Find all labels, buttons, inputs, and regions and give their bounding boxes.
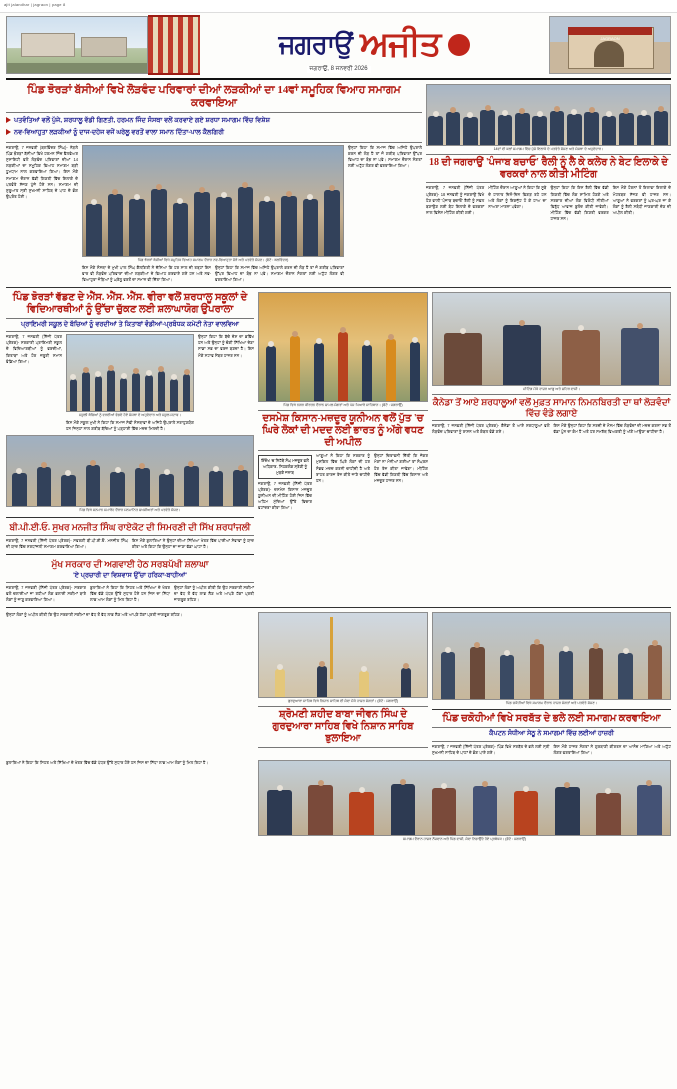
bottom-right-photo (432, 612, 671, 700)
top-right-col-2: ਮੀਟਿੰਗ ਦੌਰਾਨ ਆਗੂਆਂ ਨੇ ਕਿਹਾ ਕਿ ਸੂਬੇ ਦੇ ਹਾਲਾਤ ਦਿਨੋ-ਦਿਨ ਵਿਗੜ ਰਹੇ ਹਨ ਅਤੇ ਲੋਕਾਂ ਨੂੰ ਇਕਜੁੱਟ ਹੋ ਕੇ ਹਾਅ ਦਾ ਨਾਅਰਾ ਮਾਰਨਾ ਪਵੇਗਾ। (488, 185, 547, 209)
bpeo-headline: ਬੀ.ਪੀ.ਈ.ਓ. ਸੁਖਰ ਮਨਜੀਤ ਸਿੰਘ ਰਾਏਕੋਟ ਦੀ ਸਿਮਰਣੀ ਦੀ ਸਿੱਖ ਸ਼ਰਧਾਂਜਲੀ (9, 522, 251, 533)
mid-left-headline: ਪਿੰਡ ਝੋਰੜਾਂ ਵੱਡਣ ਦੇ ਐੱਸ. ਐੱਸ. ਐੱਸ. ਵੀਰਾ ਵਲੋਂ ਸ਼ਰਧਾਲੂ ਸਕੂਲਾਂ ਦੇ ਵਿਦਿਆਰਥੀਆਂ ਨੂੰ ਉੱਚਾ ਚੁੱਕਣ ਲਈ ਸ਼ਲਾਘਾਯੋਗ ਉਪਰਾਲਾ (12, 292, 248, 315)
mid-right (432, 292, 671, 603)
masthead (6, 15, 671, 75)
mid-right-caption: ਮੀਟਿੰਗ ਮੌਕੇ ਹਾਜ਼ਰ ਆਗੂ ਅਤੇ ਸ਼ਹਿਰ ਵਾਸੀ। (523, 387, 580, 392)
mid-left-col-2: ਇਸ ਮੌਕੇ ਸਕੂਲ ਮੁਖੀ ਨੇ ਕਿਹਾ ਕਿ ਸਮਾਜ ਸੇਵੀ ਸੰਸਥਾਵਾਂ ਦੇ ਅਜਿਹੇ ਉਪਰਾਲੇ ਸਰਾਹੁਣਯੋਗ ਹਨ ਜਿਨ੍ਹਾਂ ਨਾਲ ਗਰੀਬ ਬੱਚਿਆਂ ਨੂੰ ਪੜ੍ਹਾਈ ਵਿੱਚ ਮਦਦ ਮਿਲਦੀ ਹੈ। (66, 419, 194, 432)
mid-center (258, 292, 428, 603)
top-right-col-4: ਇਸ ਮੌਕੇ ਹੋਰਨਾਂ ਤੋਂ ਇਲਾਵਾ ਇਲਾਕੇ ਦੇ ਮੋਹਤਬਰ ਸੱਜਣ ਵੀ ਹਾਜ਼ਰ ਸਨ। ਆਗੂਆਂ ਨੇ ਵਰਕਰਾਂ ਨੂੰ ਘਰ-ਘਰ ਜਾ ਕੇ ਲੋਕਾਂ ਨੂੰ ਰੈਲੀ ਸਬੰਧੀ ਜਾਣਕਾਰੀ ਦੇਣ ਦੀ ਅਪੀਲ ਕੀਤੀ। (612, 185, 671, 215)
bottom-center-caption-1: ਗੁਰਦੁਆਰਾ ਸਾਹਿਬ ਵਿਖੇ ਨਿਸ਼ਾਨ ਸਾਹਿਬ ਦੀ ਸੇਵਾ ਮੌਕੇ ਹਾਜ਼ਰ ਸੰਗਤਾਂ। (ਫੋਟੋ : ਜਗਰਾਉਂ) (287, 699, 399, 704)
lead-bullet-1: ਪਤਵੰਤਿਆਂ ਵਲੋਂ ਪੁੱਜੇ, ਸ਼ਰਧਾਲੂ ਵੱਡੀ ਗਿਣਤੀ, ਹਰਮਨ ਜਿੰਦ ਸੰਸਥਾ ਵਲੋਂ ਕਰਵਾਏ ਗਏ ਸ਼ਰਧਾ ਸਮਾਗਮ ਵਿੱਚ ਵਿਸ਼ੇਸ਼ (6, 115, 422, 127)
masthead-center (200, 26, 549, 72)
bpeo-col-2: ਇਸ ਮੌਕੇ ਬੁਲਾਰਿਆਂ ਨੇ ਉਨ੍ਹਾਂ ਦੀਆਂ ਸਿੱਖਿਆ ਖੇਤਰ ਵਿੱਚ ਪਾਈਆਂ ਸੇਵਾਵਾਂ ਨੂੰ ਯਾਦ ਕੀਤਾ ਅਤੇ ਕਿਹਾ ਕਿ ਉਨ੍ਹਾਂ ਦਾ ਜਾਣਾ ਵੱਡਾ ਘਾਟਾ ਹੈ। (132, 537, 254, 549)
mid-center-photo (258, 292, 428, 402)
mid-left-photo-1 (66, 334, 194, 412)
top-strip-text: ajit jalandhar | jagraon | page 8 (4, 2, 66, 7)
lead-col-1: ਜਗਰਾਉਂ, 7 ਜਨਵਰੀ (ਬਲਵਿੰਦਰ ਸਿੰਘ)- ਨੇੜਲੇ ਪਿੰਡ ਝੋਰੜਾਂ ਬੱਸੀਆਂ ਵਿਖੇ ਹਰਮਨ ਜਿੰਦ ਵੈਲਫੇਅਰ ਸੁਸਾਇਟੀ ਵਲੋਂ ਲੋੜਵੰਦ ਪਰਿਵਾਰਾਂ ਦੀਆਂ 14 ਲੜਕੀਆਂ ਦਾ ਸਮੂਹਿਕ ਵਿਆਹ ਸਮਾਗਮ ਬੜੀ ਧੂਮਧਾਮ ਨਾਲ ਕਰਵਾਇਆ ਗਿਆ। ਇਸ ਮੌਕੇ ਸਮਾਗਮ ਦੌਰਾਨ ਵੱਡੀ ਗਿਣਤੀ ਵਿੱਚ ਇਲਾਕੇ ਦੇ ਪਤਵੰਤੇ ਸੱਜਣ ਪੁੱਜੇ ਹੋਏ ਸਨ। ਸਮਾਗਮ ਦੀ ਸ਼ੁਰੂਆਤ ਸ੍ਰੀ ਸੁਖਮਨੀ ਸਾਹਿਬ ਦੇ ਪਾਠ ਦੇ ਭੋਗ ਉਪਰੰਤ ਹੋਈ। (6, 144, 78, 199)
middle-band (6, 292, 671, 603)
lead-headline: ਪਿੰਡ ਝੋਰੜਾਂ ਬੱਸੀਆਂ ਵਿਖੇ ਲੋੜਵੰਦ ਪਰਿਵਾਰਾਂ ਦੀਆਂ ਲੜਕੀਆਂ ਦਾ 14ਵਾਂ ਸਮੂਹਿਕ ਵਿਆਹ ਸਮਾਗਮ ਕਰਵਾਇਆ (27, 84, 401, 109)
cm-col-2: ਬੁਲਾਰਿਆਂ ਨੇ ਕਿਹਾ ਕਿ ਸਿਹਤ ਅਤੇ ਸਿੱਖਿਆ ਦੇ ਖੇਤਰ ਵਿੱਚ ਵੱਡੇ ਪੱਧਰ ਉੱਤੇ ਸੁਧਾਰ ਹੋਏ ਹਨ ਜਿਸ ਦਾ ਸਿੱਧਾ ਲਾਭ ਆਮ ਲੋਕਾਂ ਨੂੰ ਮਿਲ ਰਿਹਾ ਹੈ। (90, 585, 170, 603)
union-inset: ਇੰਦੋਖ 'ਚ ਨਿਹੱਥੇ ਸੰਘ ਮਜ਼ਦੂਰ ਵਲੋਂ ਅਧਿਕਾਰ- ਨਿਹਕਲੰਕ ਸ਼੍ਰੇਣੀ ਨੂੰ ਮੁੜਕੇ ਜਨਾਬ (258, 455, 312, 478)
date-line: ਜਗਰਾਉਂ, 8 ਜਨਵਰੀ 2026 (306, 66, 370, 73)
masthead-left-photo (6, 16, 148, 74)
bottom-band (6, 612, 671, 755)
bottom-right-col-2: ਇਸ ਮੌਕੇ ਹਾਜ਼ਰ ਸੰਗਤਾਂ ਨੇ ਗੁਰਬਾਣੀ ਕੀਰਤਨ ਦਾ ਆਨੰਦ ਮਾਣਿਆ ਅਤੇ ਅਟੁੱਟ ਲੰਗਰ ਵਰਤਾਇਆ ਗਿਆ। (553, 743, 671, 755)
mid-left-col-3: ਉਨ੍ਹਾਂ ਕਿਹਾ ਕਿ ਬੱਚੇ ਦੇਸ਼ ਦਾ ਭਵਿੱਖ ਹਨ ਅਤੇ ਉਨ੍ਹਾਂ ਨੂੰ ਚੰਗੀ ਸਿੱਖਿਆ ਦੇਣਾ ਸਾਡਾ ਸਭ ਦਾ ਫਰਜ਼ ਬਣਦਾ ਹੈ। ਇਸ ਮੌਕੇ ਸਟਾਫ ਮੈਂਬਰ ਹਾਜ਼ਰ ਸਨ। (198, 334, 254, 358)
mid-right-photo (432, 292, 671, 386)
lead-section (6, 84, 671, 283)
bottom-wide-photo-caption: ਸਮਾਗਮ ਦੌਰਾਨ ਹਾਜ਼ਰ ਨੌਜਵਾਨ ਅਤੇ ਪਿੰਡ ਵਾਸੀ, ਸੇਵਾ ਨਿਭਾਉਂਦੇ ਹੋਏ ਪ੍ਰਬੰਧਕ। (ਫੋਟੋ : ਜਗਰਾਉਂ) (403, 836, 526, 841)
lead-bullet-2: ਨਵ-ਵਿਆਹੁਤਾ ਲੜਕੀਆਂ ਨੂੰ ਦਾਜ-ਦਹੇਜ ਵਜੋਂ ਘਰੇਲੂ ਵਰਤੋਂ ਵਾਲਾ ਸਮਾਨ ਦਿੱਤਾ-ਪਾਲ ਕੈਲਗਿਰੀ (6, 127, 422, 139)
bottom-photo-side-text: ਬੁਲਾਰਿਆਂ ਨੇ ਕਿਹਾ ਕਿ ਸਿਹਤ ਅਤੇ ਸਿੱਖਿਆ ਦੇ ਖੇਤਰ ਵਿੱਚ ਵੱਡੇ ਪੱਧਰ ਉੱਤੇ ਸੁਧਾਰ ਹੋਏ ਹਨ ਜਿਸ ਦਾ ਸਿੱਧਾ ਲਾਭ ਆਮ ਲੋਕਾਂ ਨੂੰ ਮਿਲ ਰਿਹਾ ਹੈ। (6, 759, 209, 765)
bpeo-col-1: ਜਗਰਾਉਂ, 7 ਜਨਵਰੀ (ਨਿੱਜੀ ਪੱਤਰ ਪ੍ਰੇਰਕ)- ਸਵਰਗੀ ਬੀ.ਪੀ.ਈ.ਓ. ਮਨਜੀਤ ਸਿੰਘ ਦੀ ਯਾਦ ਵਿੱਚ ਸ਼ਰਧਾਂਜਲੀ ਸਮਾਗਮ ਕਰਵਾਇਆ ਗਿਆ। (6, 537, 128, 549)
page-number-badge (448, 34, 470, 56)
union-col-2: ਆਗੂਆਂ ਨੇ ਕਿਹਾ ਕਿ ਸਰਕਾਰ ਨੂੰ ਮੁਸ਼ਕਿਲ ਵਿੱਚ ਘਿਰੇ ਲੋਕਾਂ ਦੀ ਹਰ ਸੰਭਵ ਮਦਦ ਕਰਨੀ ਚਾਹੀਦੀ ਹੈ ਅਤੇ ਰਾਹਤ ਕਾਰਜ ਤੇਜ਼ ਕੀਤੇ ਜਾਣੇ ਚਾਹੀਦੇ ਹਨ। (316, 453, 370, 483)
bottom-left-spacer (6, 612, 254, 755)
lead-photo-caption: ਪਿੰਡ ਝੋਰੜਾਂ ਬੱਸੀਆਂ ਵਿਖੇ ਸਮੂਹਿਕ ਵਿਆਹ ਸਮਾਗਮ ਦੌਰਾਨ ਨਵ-ਵਿਆਹੁਤਾ ਜੋੜੇ ਅਤੇ ਪਤਵੰਤੇ ਸੱਜਣ। (ਫੋਟੋ : ਬਲਵਿੰਦਰ) (137, 257, 289, 262)
bottom-center (258, 612, 428, 755)
union-col-3: ਉਨ੍ਹਾਂ ਚਿਤਾਵਨੀ ਦਿੱਤੀ ਕਿ ਜੇਕਰ ਮੰਗਾਂ ਨਾ ਮੰਨੀਆਂ ਗਈਆਂ ਤਾਂ ਸੰਘਰਸ਼ ਹੋਰ ਤੇਜ਼ ਕੀਤਾ ਜਾਵੇਗਾ। ਮੀਟਿੰਗ ਵਿੱਚ ਵੱਡੀ ਗਿਣਤੀ ਵਿੱਚ ਕਿਸਾਨ ਅਤੇ ਮਜ਼ਦੂਰ ਹਾਜ਼ਰ ਸਨ। (374, 453, 428, 483)
cm-col-1: ਜਗਰਾਉਂ, 7 ਜਨਵਰੀ (ਨਿੱਜੀ ਪੱਤਰ ਪ੍ਰੇਰਕ)- ਸਰਕਾਰ ਵਲੋਂ ਚਲਾਈਆਂ ਜਾ ਰਹੀਆਂ ਲੋਕ ਭਲਾਈ ਸਕੀਮਾਂ ਬਾਰੇ ਲੋਕਾਂ ਨੂੰ ਜਾਣੂ ਕਰਵਾਇਆ ਗਿਆ। (6, 585, 86, 603)
top-strip (0, 0, 677, 13)
footer-strip (0, 842, 677, 852)
union-col-1: ਜਗਰਾਉਂ, 7 ਜਨਵਰੀ (ਨਿੱਜੀ ਪੱਤਰ ਪ੍ਰੇਰਕ)- ਦਸਮੇਸ਼ ਕਿਸਾਨ ਮਜ਼ਦੂਰ ਯੂਨੀਅਨ ਦੀ ਮੀਟਿੰਗ ਹੋਈ ਜਿਸ ਵਿੱਚ ਅਹਿਮ ਮੁੱਦਿਆਂ ਉੱਤੇ ਵਿਚਾਰ ਵਟਾਂਦਰਾ ਕੀਤਾ ਗਿਆ। (258, 480, 312, 511)
cm-subhead: 'ਏ ਪ੍ਰਚਾਰੀ ਦਾ ਵਿਸ਼ਵਾਸ ਉੱਚਾ ਹਰਿਕਾ-ਬਾਹੀਆਂ' (73, 571, 187, 579)
top-right-headline: 18 ਦੀ ਜਗਰਾਉਂ 'ਪੰਜਾਬ ਬਚਾਓ' ਰੈਲੀ ਨੂੰ ਲੈ ਕੇ ਕਲੇਰ ਨੇ ਬੇਟ ਇਲਾਕੇ ਦੇ ਵਰਕਰਾਂ ਨਾਲ ਕੀਤੀ ਮੀਟਿੰਗ (428, 156, 669, 180)
lead-left (6, 84, 422, 283)
top-right-col-3: ਉਨ੍ਹਾਂ ਕਿਹਾ ਕਿ ਇਸ ਰੈਲੀ ਵਿੱਚ ਵੱਡੀ ਗਿਣਤੀ ਵਿੱਚ ਲੋਕ ਸ਼ਾਮਿਲ ਹੋਣਗੇ ਅਤੇ ਸਰਕਾਰ ਦੀਆਂ ਲੋਕ ਵਿਰੋਧੀ ਨੀਤੀਆਂ ਵਿਰੁੱਧ ਆਵਾਜ਼ ਬੁਲੰਦ ਕੀਤੀ ਜਾਵੇਗੀ। ਮੀਟਿੰਗ ਵਿੱਚ ਵੱਡੀ ਗਿਣਤੀ ਵਰਕਰ ਹਾਜ਼ਰ ਸਨ। (550, 185, 609, 222)
mid-left (6, 292, 254, 603)
bottom-center-headline: ਸ਼੍ਰੋਮਣੀ ਸ਼ਹੀਦ ਬਾਬਾ ਜੀਵਨ ਸਿੰਘ ਦੇ ਗੁਰਦੁਆਰਾ ਸਾਹਿਬ ਵਿਖੇ ਨਿਸ਼ਾਨ ਸਾਹਿਬ ਝੁਲਾਇਆ (272, 709, 414, 744)
top-right-photo-caption: 14ਵਾਂ ਵੀ ਕਲਾਂ ਸਮਾਗਮ ਵਿੱਚ ਪੁੱਜੇ ਇਲਾਕੇ ਦੇ ਪਤਵੰਤੇ ਸੱਜਣ ਅਤੇ ਸੰਸਥਾ ਦੇ ਅਹੁਦੇਦਾਰ। (493, 147, 604, 151)
lead-photo (82, 145, 344, 257)
mid-left-photo-2 (6, 435, 254, 507)
bottom-right-col-1: ਜਗਰਾਉਂ, 7 ਜਨਵਰੀ (ਨਿੱਜੀ ਪੱਤਰ ਪ੍ਰੇਰਕ)- ਪਿੰਡ ਵਿਖੇ ਸਰਬੱਤ ਦੇ ਭਲੇ ਲਈ ਸ੍ਰੀ ਸੁਖਮਨੀ ਸਾਹਿਬ ਦੇ ਪਾਠਾਂ ਦੇ ਭੋਗ ਪਾਏ ਗਏ। (432, 743, 550, 755)
bottom-right-headline: ਪਿੰਡ ਚਕੋਹੀਆਂ ਵਿਖੇ ਸਰਬੱਤ ਦੇ ਭਲੇ ਲਈ ਸਮਾਗਮ ਕਰਵਾਇਆ (442, 713, 661, 725)
divider-1 (6, 287, 671, 288)
cm-headline: ਮੁੱਖ ਸਰਕਾਰ ਦੀ ਅਗਵਾਈ ਹੇਠ ਸਰਬਪੱਖੀ ਸ਼ਲਾਘਾ (51, 558, 209, 569)
paper-name: ਅਜੀਤ (360, 26, 441, 63)
divider-2 (6, 607, 671, 608)
masthead-photo-label: JAGRAON (600, 36, 620, 41)
mid-left-caption-2: ਪਿੰਡ ਵਿਖੇ ਸਨਮਾਨ ਸਮਾਰੋਹ ਦੌਰਾਨ ਸਨਮਾਨਿਤ ਸ਼ਖਸੀਅਤਾਂ ਅਤੇ ਪਤਵੰਤੇ ਸੱਜਣ। (79, 508, 181, 513)
mid-left-subhead: ਪ੍ਰਾਇਮਰੀ ਸਕੂਲ ਦੇ ਬੱਚਿਆਂ ਨੂੰ ਵਰਦੀਆਂ ਤੇ ਕਿਤਾਬਾਂ ਵੰਡੀਆਂ-ਪ੍ਰਬੰਧਕ ਕਮੇਟੀ ਨੇਤਾ ਵਾਲਵਿਆ (21, 320, 239, 328)
lead-col-2: ਇਸ ਮੌਕੇ ਸੰਸਥਾ ਦੇ ਮੁਖੀ ਪਾਲ ਸਿੰਘ ਕੈਲਗਿਰੀ ਨੇ ਦੱਸਿਆ ਕਿ ਹਰ ਸਾਲ ਦੀ ਤਰ੍ਹਾਂ ਇਸ ਵਾਰ ਵੀ ਲੋੜਵੰਦ ਪਰਿਵਾਰਾਂ ਦੀਆਂ ਲੜਕੀਆਂ ਦੇ ਵਿਆਹ ਕਰਵਾਏ ਗਏ ਹਨ ਅਤੇ ਨਵ-ਵਿਆਹੁਤਾ ਜੋੜਿਆਂ ਨੂੰ ਘਰੇਲੂ ਵਰਤੋਂ ਦਾ ਸਮਾਨ ਵੀ ਦਿੱਤਾ ਗਿਆ। (82, 264, 211, 282)
masthead-pattern (148, 15, 200, 75)
bottom-right-caption: ਪਿੰਡ ਚਕੋਹੀਆਂ ਵਿਖੇ ਸਮਾਗਮ ਦੌਰਾਨ ਹਾਜ਼ਰ ਸੰਗਤਾਂ ਅਤੇ ਪਤਵੰਤੇ ਸੱਜਣ। (505, 701, 598, 706)
masthead-rule (6, 78, 671, 80)
lead-col-4: ਉਨ੍ਹਾਂ ਕਿਹਾ ਕਿ ਸਮਾਜ ਵਿੱਚ ਅਜਿਹੇ ਉਪਰਾਲੇ ਕਰਨ ਦੀ ਲੋੜ ਹੈ ਤਾਂ ਜੋ ਗਰੀਬ ਪਰਿਵਾਰਾਂ ਉੱਪਰ ਵਿਆਹ ਦਾ ਬੋਝ ਨਾ ਪਵੇ। ਸਮਾਗਮ ਦੌਰਾਨ ਸੰਗਤਾਂ ਲਈ ਅਟੁੱਟ ਲੰਗਰ ਵੀ ਵਰਤਾਇਆ ਗਿਆ। (348, 144, 422, 169)
top-right-col-1: ਜਗਰਾਉਂ, 7 ਜਨਵਰੀ (ਨਿੱਜੀ ਪੱਤਰ ਪ੍ਰੇਰਕ)- 18 ਜਨਵਰੀ ਨੂੰ ਜਗਰਾਉਂ ਵਿਖੇ ਹੋਣ ਵਾਲੀ 'ਪੰਜਾਬ ਬਚਾਓ' ਰੈਲੀ ਨੂੰ ਸਫਲ ਬਣਾਉਣ ਲਈ ਬੇਟ ਇਲਾਕੇ ਦੇ ਵਰਕਰਾਂ ਨਾਲ ਵਿਸ਼ੇਸ਼ ਮੀਟਿੰਗ ਕੀਤੀ ਗਈ। (426, 185, 485, 215)
bottom-photo-row (6, 760, 671, 842)
edition-name: ਜਗਰਾਉਂ (278, 29, 352, 59)
mid-right-col-1: ਜਗਰਾਉਂ, 7 ਜਨਵਰੀ (ਨਿੱਜੀ ਪੱਤਰ ਪ੍ਰੇਰਕ)- ਕੈਨੇਡਾ ਤੋਂ ਆਏ ਸ਼ਰਧਾਲੂਆਂ ਵਲੋਂ ਲੋੜਵੰਦ ਪਰਿਵਾਰਾਂ ਨੂੰ ਰਾਸ਼ਨ ਅਤੇ ਕੰਬਲ ਵੰਡੇ ਗਏ। (432, 423, 550, 435)
top-right-photo (426, 84, 671, 146)
mid-left-col-1: ਜਗਰਾਉਂ, 7 ਜਨਵਰੀ (ਨਿੱਜੀ ਪੱਤਰ ਪ੍ਰੇਰਕ)- ਸਰਕਾਰੀ ਪ੍ਰਾਇਮਰੀ ਸਕੂਲ ਦੇ ਵਿਦਿਆਰਥੀਆਂ ਨੂੰ ਵਰਦੀਆਂ, ਕਿਤਾਬਾਂ ਅਤੇ ਹੋਰ ਜ਼ਰੂਰੀ ਸਮਾਨ ਵੰਡਿਆ ਗਿਆ। (6, 334, 62, 364)
masthead-right-photo (549, 16, 671, 74)
bottom-wide-photo (258, 760, 671, 836)
bottom-right-subhead: ਕੈਪਟਨ ਸੰਧੀਆ ਸੇਠੂ ਨੇ ਸਮਾਗਮਾਂ ਵਿੱਚ ਲਈਆਂ ਹਾਜ਼ਰੀ (489, 730, 614, 738)
mid-center-caption: ਪਿੰਡ ਵਿਖੇ ਨਗਰ ਕੀਰਤਨ ਦੌਰਾਨ ਸ਼ਾਮਲ ਸੰਗਤਾਂ ਅਤੇ ਪੰਜ ਪਿਆਰੇ ਸਾਹਿਬਾਨ। (ਫੋਟੋ : ਜਗਰਾਉਂ) (283, 403, 403, 408)
mid-left-caption-1: ਸਕੂਲੀ ਬੱਚਿਆਂ ਨੂੰ ਵਰਦੀਆਂ ਵੰਡਦੇ ਹੋਏ ਸੰਸਥਾ ਦੇ ਅਹੁਦੇਦਾਰ ਅਤੇ ਸਕੂਲ ਸਟਾਫ। (79, 413, 181, 418)
union-headline: ਦਸਮੇਸ਼ ਕਿਸਾਨ-ਮਜ਼ਦੂਰ ਯੂਨੀਅਨ ਵਲੋਂ ਪੁੱਤ 'ਚ ਘਿਰੇ ਲੋਕਾਂ ਦੀ ਮਦਦ ਲਈ ਭਾਰਤ ਨੂੰ ਅੱਗੇ ਵਧਣ ਦੀ ਅਪੀਲ (262, 412, 424, 448)
mid-right-col-2: ਇਸ ਮੌਕੇ ਉਨ੍ਹਾਂ ਕਿਹਾ ਕਿ ਸਰਦੀ ਦੇ ਮੌਸਮ ਵਿੱਚ ਲੋੜਵੰਦਾਂ ਦੀ ਮਦਦ ਕਰਨਾ ਸਭ ਤੋਂ ਵੱਡਾ ਪੁੰਨ ਦਾ ਕੰਮ ਹੈ ਅਤੇ ਹਰ ਸਮਰੱਥ ਵਿਅਕਤੀ ਨੂੰ ਅੱਗੇ ਆਉਣਾ ਚਾਹੀਦਾ ਹੈ। (553, 423, 671, 435)
bottom-right (432, 612, 671, 755)
mid-right-headline: ਕੈਨੇਡਾ ਤੋਂ ਆਏ ਸ਼ਰਧਾਲੂਆਂ ਵਲੋਂ ਮੁਫ਼ਤ ਸਾਮਾਨ ਨਿਮਨਬਿਰਤੀ ਦਾ ਥਾਂ ਲੋੜਵੰਦਾਂ ਵਿੱਚ ਵੰਡੇ ਲਗਾਏ (432, 396, 671, 418)
top-right-section (426, 84, 671, 283)
cm-col-3: ਉਨ੍ਹਾਂ ਲੋਕਾਂ ਨੂੰ ਅਪੀਲ ਕੀਤੀ ਕਿ ਉਹ ਸਰਕਾਰੀ ਸਕੀਮਾਂ ਦਾ ਵੱਧ ਤੋਂ ਵੱਧ ਲਾਭ ਲੈਣ ਅਤੇ ਆਪਣੇ ਹੱਕਾਂ ਪ੍ਰਤੀ ਜਾਗਰੂਕ ਰਹਿਣ। (174, 585, 254, 603)
lead-col-3: ਉਨ੍ਹਾਂ ਕਿਹਾ ਕਿ ਸਮਾਜ ਵਿੱਚ ਅਜਿਹੇ ਉਪਰਾਲੇ ਕਰਨ ਦੀ ਲੋੜ ਹੈ ਤਾਂ ਜੋ ਗਰੀਬ ਪਰਿਵਾਰਾਂ ਉੱਪਰ ਵਿਆਹ ਦਾ ਬੋਝ ਨਾ ਪਵੇ। ਸਮਾਗਮ ਦੌਰਾਨ ਸੰਗਤਾਂ ਲਈ ਅਟੁੱਟ ਲੰਗਰ ਵੀ ਵਰਤਾਇਆ ਗਿਆ। (215, 264, 344, 282)
bottom-left-text: ਉਨ੍ਹਾਂ ਲੋਕਾਂ ਨੂੰ ਅਪੀਲ ਕੀਤੀ ਕਿ ਉਹ ਸਰਕਾਰੀ ਸਕੀਮਾਂ ਦਾ ਵੱਧ ਤੋਂ ਵੱਧ ਲਾਭ ਲੈਣ ਅਤੇ ਆਪਣੇ ਹੱਕਾਂ ਪ੍ਰਤੀ ਜਾਗਰੂਕ ਰਹਿਣ। (6, 612, 183, 618)
bottom-center-photo-1 (258, 612, 428, 698)
